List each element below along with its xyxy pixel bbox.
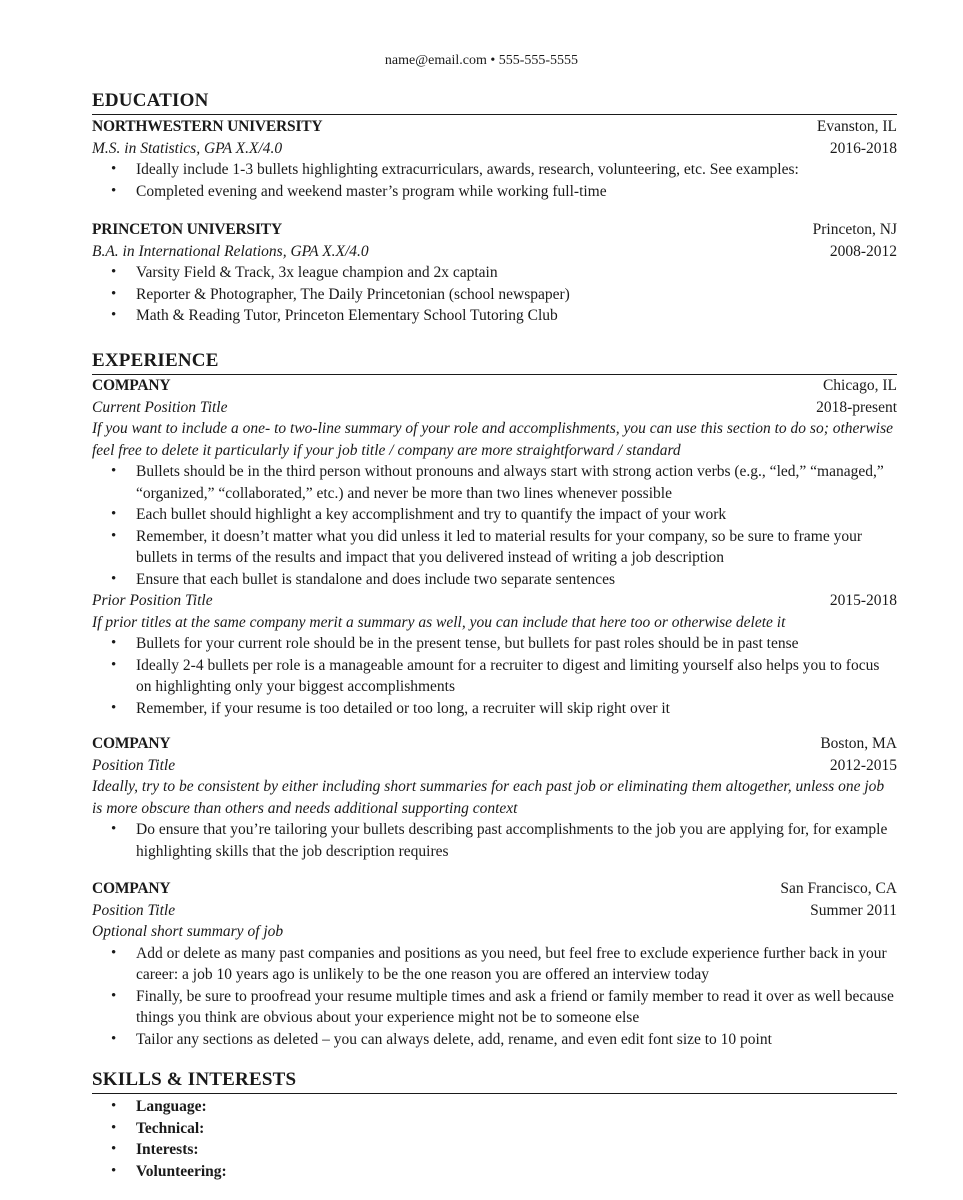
- skill-item-language: [92, 1096, 897, 1118]
- job-boston: [92, 733, 897, 862]
- position-title: Position Title: [92, 756, 176, 774]
- skill-label: Volunteering:: [136, 1162, 227, 1180]
- bullet-list: [92, 819, 897, 862]
- bullet-list: [92, 1096, 897, 1182]
- bullet-item: • Finally, be sure to proofread your resume multiple times and ask a friend or family member to read it over as well because things you think are obvious about your experience might not be to someone else: [92, 986, 897, 1029]
- role-summary: Ideally, try to be consistent by either including short summaries for each past job or eliminating them altogether, unless one job is more obscure than others and needs additional supporting context: [92, 778, 885, 817]
- role-summary: Optional short summary of job: [92, 923, 284, 940]
- section-title-skills: SKILLS & INTERESTS: [92, 1069, 297, 1090]
- school-name: NORTHWESTERN UNIVERSITY: [92, 118, 323, 135]
- section-rule: [92, 114, 897, 115]
- job-location: Chicago, IL: [822, 377, 897, 394]
- skill-label: Language:: [136, 1098, 207, 1115]
- school-location: Evanston, IL: [816, 118, 897, 135]
- dates: 2018-present: [816, 398, 897, 416]
- dates: Summer 2011: [810, 901, 897, 919]
- school-name: PRINCETON UNIVERSITY: [92, 221, 282, 238]
- position-title: Prior Position Title: [92, 592, 213, 609]
- bullet-list: [92, 943, 897, 1051]
- dates: 2012-2015: [829, 756, 897, 774]
- school-northwestern: [92, 116, 897, 202]
- dates: 2015-2018: [829, 592, 897, 609]
- dates: 2008-2012: [829, 242, 897, 260]
- bullet-item: • Completed evening and weekend master’s program while working full-time: [92, 181, 897, 203]
- role-summary: If prior titles at the same company merit a summary as well, you can include that here too or otherwise delete it: [92, 613, 786, 631]
- skill-item-technical: [92, 1118, 897, 1140]
- bullet-item: • Remember, if your resume is too detailed or too long, a recruiter will skip right over it: [92, 698, 897, 720]
- position-title: Position Title: [92, 901, 176, 919]
- bullet-item: • Do ensure that you’re tailoring your bullets describing past accomplishments to the job you are applying for, for example highlighting skills that the job description requires: [92, 819, 897, 862]
- bullet-item: • Varsity Field & Track, 3x league champion and 2x captain: [92, 262, 897, 284]
- company-name: COMPANY: [92, 377, 171, 394]
- position-title: Current Position Title: [92, 398, 228, 416]
- section-rule: [92, 1093, 897, 1094]
- bullet-list: [92, 262, 897, 327]
- contact-line: name@email.com • 555-555-5555: [384, 53, 579, 68]
- section-title-experience: EXPERIENCE: [92, 350, 219, 371]
- job-san-francisco: [92, 878, 897, 1050]
- bullet-item: • Each bullet should highlight a key accomplishment and try to quantify the impact of your work: [92, 504, 897, 526]
- skills-list: [92, 1096, 897, 1182]
- dates: 2016-2018: [829, 139, 897, 157]
- bullet-list: [92, 633, 897, 719]
- bullet-item: • Ideally 2-4 bullets per role is a manageable amount for a recruiter to digest and limiting yourself also helps you to focus on highlighting only your biggest accomplishments: [92, 655, 897, 698]
- bullet-item: • Bullets should be in the third person without pronouns and always start with strong action verbs (e.g., “led,” “managed,” “organized,” “collaborated,” etc.) and never be more than two lines whenever possible: [92, 461, 897, 504]
- skill-item-interests: [92, 1139, 897, 1161]
- bullet-item: • Ensure that each bullet is standalone and does include two separate sentences: [92, 569, 897, 591]
- bullet-list: [92, 159, 897, 202]
- bullet-item: • Bullets for your current role should be in the present tense, but bullets for past roles should be in past tense: [92, 633, 897, 655]
- skill-label: Interests:: [136, 1141, 199, 1158]
- job-chicago: [92, 375, 897, 719]
- skill-item-volunteering: [92, 1161, 897, 1183]
- bullet-item: • Tailor any sections as deleted – you can always delete, add, rename, and even edit font size to 10 point: [92, 1029, 897, 1051]
- bullet-item: • Math & Reading Tutor, Princeton Elementary School Tutoring Club: [92, 305, 897, 327]
- bullet-item: • Reporter & Photographer, The Daily Princetonian (school newspaper): [92, 284, 897, 306]
- company-name: COMPANY: [92, 880, 171, 897]
- job-location: San Francisco, CA: [780, 880, 897, 897]
- skill-label: Technical:: [136, 1119, 205, 1137]
- bullet-list: [92, 461, 897, 590]
- bullet-item: • Remember, it doesn’t matter what you did unless it led to material results for your company, so be sure to frame your bullets in terms of the results and impact that you delivered instead of writing a job description: [92, 526, 897, 569]
- school-location: Princeton, NJ: [812, 221, 897, 238]
- school-princeton: [92, 219, 897, 327]
- role-summary: If you want to include a one- to two-line summary of your role and accomplishments, you can use this section to do so; otherwise feel free to delete it particularly if your job title / company are more straightforward / standard: [92, 420, 894, 459]
- job-location: Boston, MA: [820, 735, 897, 752]
- degree: M.S. in Statistics, GPA X.X/4.0: [92, 139, 283, 157]
- section-title-education: EDUCATION: [92, 90, 209, 111]
- bullet-item: • Ideally include 1-3 bullets highlighting extracurriculars, awards, research, volunteering, etc. See examples:: [92, 159, 897, 181]
- bullet-item: • Add or delete as many past companies and positions as you need, but feel free to exclude experience further back in your career: a job 10 years ago is unlikely to be the one reason you are offered an interview today: [92, 943, 897, 986]
- company-name: COMPANY: [92, 735, 171, 752]
- degree: B.A. in International Relations, GPA X.X/4.0: [92, 242, 369, 260]
